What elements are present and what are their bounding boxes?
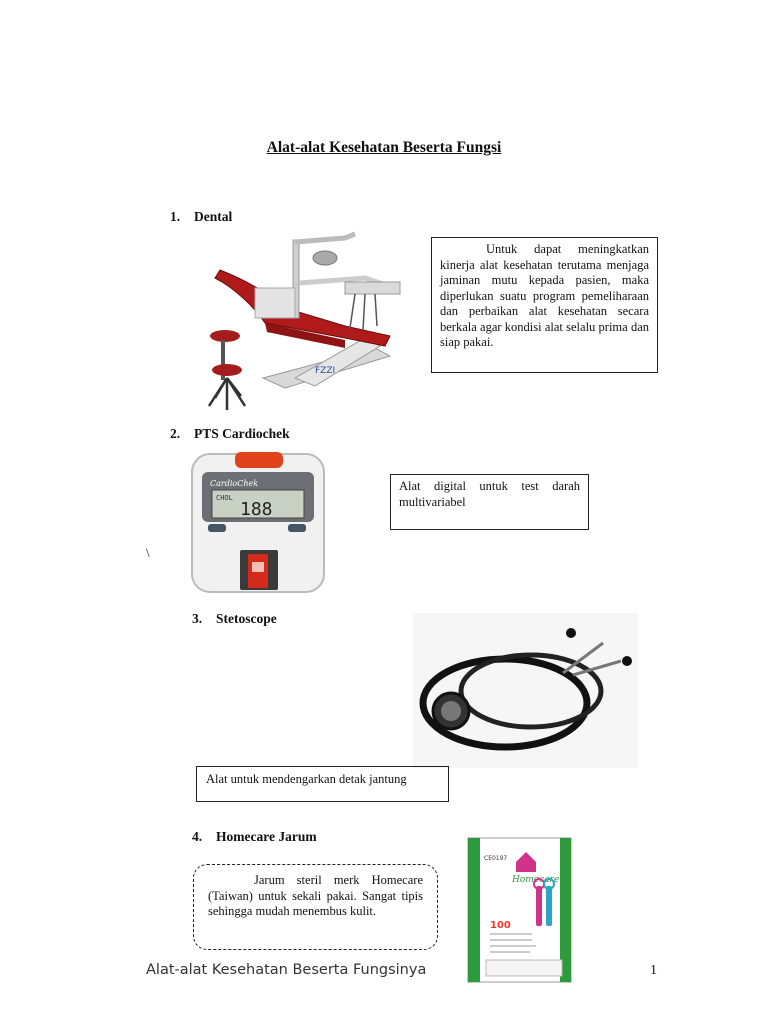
page-number: 1 [650, 963, 657, 978]
section-heading-cardiochek: 2. PTS Cardiochek [170, 426, 290, 441]
stray-backslash: \ [146, 545, 150, 560]
svg-text:100: 100 [490, 920, 511, 931]
cardiochek-device-image [190, 450, 328, 595]
page-title: Alat-alat Kesehatan Beserta Fungsi [266, 139, 502, 156]
section-heading-homecare: 4. Homecare Jarum [192, 829, 317, 844]
svg-text:CE0197: CE0197 [484, 855, 508, 862]
section-heading-dental: 1. Dental [170, 209, 233, 224]
stethoscope-image [413, 613, 638, 768]
svg-text:Homecare: Homecare [512, 875, 560, 885]
dental-chair-image [195, 228, 415, 418]
homecare-description-box: Jarum steril merk Homecare (Taiwan) untuk sekali pakai. Sangat tipis sehingga mudah menembus kulit. [193, 864, 438, 950]
section-heading-stetoscope: 3. Stetoscope [192, 611, 277, 626]
stetoscope-description-box: Alat untuk mendengarkan detak jantung [196, 766, 449, 802]
svg-text:CardioChek: CardioChek [210, 479, 259, 488]
homecare-lancet-box-image [466, 836, 573, 984]
dental-description-box: Untuk dapat meningkatkan kinerja alat kesehatan terutama menjaga jaminan mutu kepada pasien, maka diperlukan suatu program pemeliharaan dan perbaikan alat kesehatan secara berkala agar kondisi alat selalu prima dan siap pakai. [431, 237, 658, 373]
footer-text: Alat-alat Kesehatan Beserta Fungsinya [146, 962, 427, 978]
svg-text:FZZI: FZZI [315, 366, 336, 376]
cardiochek-description-box: Alat digital untuk test darah multivariabel [390, 474, 589, 530]
svg-text:188: 188 [240, 499, 273, 520]
svg-text:CHOL: CHOL [216, 494, 233, 502]
